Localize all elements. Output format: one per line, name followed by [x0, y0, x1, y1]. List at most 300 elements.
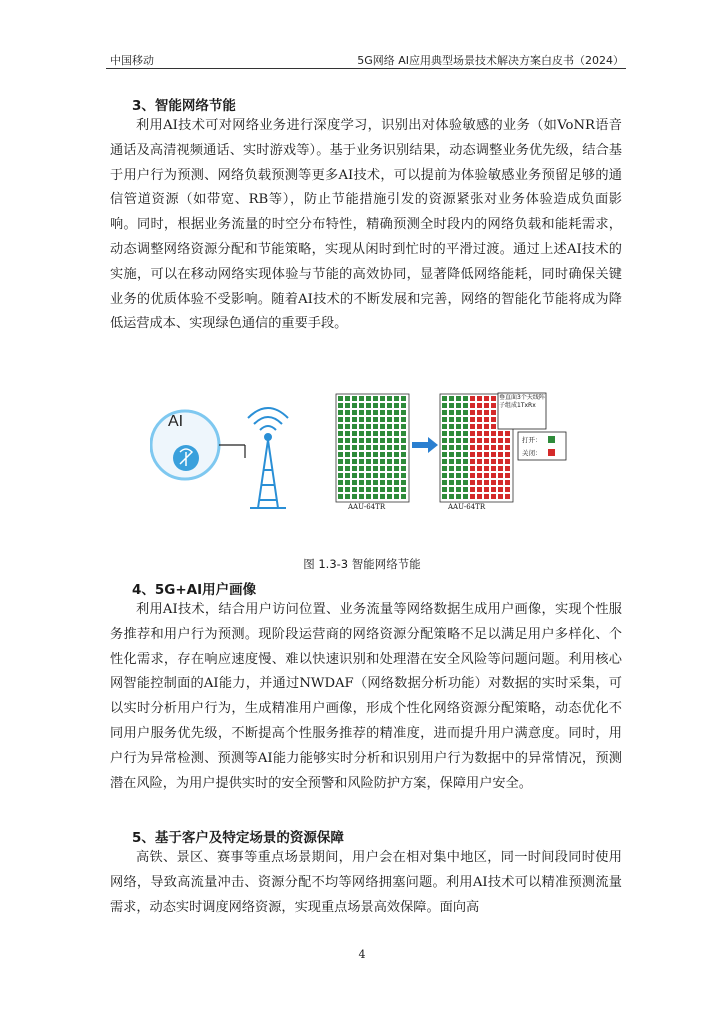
antenna-element — [456, 417, 461, 422]
antenna-element — [387, 487, 392, 492]
antenna-element — [463, 494, 468, 499]
antenna-element — [449, 487, 454, 492]
antenna-element — [352, 445, 357, 450]
antenna-element — [380, 452, 385, 457]
antenna-element — [463, 466, 468, 471]
antenna-element — [442, 452, 447, 457]
antenna-element — [359, 417, 364, 422]
antenna-element — [394, 410, 399, 415]
antenna-element — [442, 396, 447, 401]
antenna-element — [456, 445, 461, 450]
antenna-element — [359, 403, 364, 408]
antenna-element — [449, 438, 454, 443]
antenna-element — [442, 431, 447, 436]
antenna-element — [491, 431, 496, 436]
antenna-element — [470, 438, 475, 443]
antenna-element — [380, 487, 385, 492]
antenna-element — [491, 438, 496, 443]
antenna-element — [463, 445, 468, 450]
antenna-element — [491, 466, 496, 471]
antenna-element — [477, 480, 482, 485]
antenna-element — [338, 487, 343, 492]
section-heading-user-profile: 4、5G+AI用户画像 — [132, 582, 257, 598]
antenna-element — [394, 473, 399, 478]
antenna-element — [380, 396, 385, 401]
antenna-element — [387, 494, 392, 499]
antenna-element — [401, 396, 406, 401]
antenna-element — [338, 424, 343, 429]
antenna-element — [338, 473, 343, 478]
antenna-element — [498, 438, 503, 443]
antenna-element — [394, 459, 399, 464]
antenna-element — [345, 396, 350, 401]
antenna-element — [394, 396, 399, 401]
antenna-element — [470, 487, 475, 492]
antenna-element — [359, 424, 364, 429]
antenna-element — [401, 452, 406, 457]
antenna-element — [352, 487, 357, 492]
antenna-element — [477, 424, 482, 429]
header-left: 中国移动 — [110, 54, 154, 67]
antenna-element — [470, 417, 475, 422]
antenna-element — [380, 494, 385, 499]
antenna-element — [366, 494, 371, 499]
antenna-element — [442, 459, 447, 464]
antenna-element — [484, 417, 489, 422]
antenna-element — [484, 473, 489, 478]
antenna-element — [401, 480, 406, 485]
antenna-element — [373, 466, 378, 471]
antenna-element — [456, 403, 461, 408]
antenna-element — [373, 452, 378, 457]
antenna-element — [463, 487, 468, 492]
antenna-element — [498, 459, 503, 464]
antenna-element — [345, 438, 350, 443]
antenna-element — [442, 424, 447, 429]
figure-caption: 图 1.3-3 智能网络节能 — [303, 557, 421, 571]
antenna-element — [352, 452, 357, 457]
antenna-element — [380, 480, 385, 485]
antenna-element — [505, 431, 510, 436]
antenna-element — [491, 410, 496, 415]
antenna-element — [484, 480, 489, 485]
antenna-element — [498, 494, 503, 499]
antenna-element — [505, 473, 510, 478]
antenna-element — [491, 424, 496, 429]
antenna-element — [338, 417, 343, 422]
page-number: 4 — [358, 948, 366, 961]
antenna-element — [366, 403, 371, 408]
antenna-element — [366, 459, 371, 464]
antenna-element — [505, 480, 510, 485]
antenna-element — [449, 466, 454, 471]
antenna-element — [498, 445, 503, 450]
antenna-element — [366, 452, 371, 457]
antenna-element — [449, 410, 454, 415]
antenna-element — [394, 466, 399, 471]
antenna-element — [366, 445, 371, 450]
antenna-element — [449, 445, 454, 450]
antenna-element — [449, 473, 454, 478]
antenna-element — [338, 438, 343, 443]
antenna-element — [470, 494, 475, 499]
antenna-element — [491, 480, 496, 485]
antenna-element — [470, 445, 475, 450]
antenna-element — [470, 473, 475, 478]
antenna-element — [345, 424, 350, 429]
antenna-element — [463, 473, 468, 478]
antenna-element — [338, 403, 343, 408]
antenna-element — [477, 417, 482, 422]
antenna-element — [394, 417, 399, 422]
antenna-element — [449, 459, 454, 464]
antenna-element — [401, 487, 406, 492]
panel-left-label: AAU-64TR — [348, 503, 386, 511]
antenna-element — [505, 445, 510, 450]
antenna-element — [387, 403, 392, 408]
antenna-element — [498, 466, 503, 471]
antenna-element — [498, 431, 503, 436]
antenna-element — [387, 396, 392, 401]
antenna-element — [484, 459, 489, 464]
antenna-element — [470, 396, 475, 401]
antenna-element — [352, 417, 357, 422]
paragraph-energy-saving: 利用AI技术可对网络业务进行深度学习，识别出对体验敏感的业务（如VoNR语音通话及高清视频通话、实时游戏等）。基于业务识别结果，动态调整业务优先级，结合基于用户行为预测、网络负载预测等更多AI技术，可以提前为体验敏感业务预留足够的通信管道资源（如带宽、RB等），防止节能措施引发的资源紧张对业务体验造成负面影响。同时，根据业务流量的时空分布特性，精确预测全时段内的网络负载和能耗需求，动态调整网络资源分配和节能策略，实现从闲时到忙时的平滑过渡。通过上述AI技术的实施，可以在移动网络实现体验与节能的高效协同，显著降低网络能耗，同时确保关键业务的优质体验不受影响。随着AI技术的不断发展和完善，网络的智能化节能将成为降低运营成本、实现绿色通信的重要手段。 — [110, 118, 622, 332]
antenna-element — [352, 403, 357, 408]
antenna-element — [505, 487, 510, 492]
antenna-element — [366, 410, 371, 415]
antenna-element — [484, 452, 489, 457]
antenna-element — [359, 459, 364, 464]
antenna-element — [477, 487, 482, 492]
antenna-element — [491, 396, 496, 401]
antenna-element — [456, 431, 461, 436]
antenna-element — [352, 431, 357, 436]
antenna-element — [470, 403, 475, 408]
legend-on-swatch — [548, 436, 555, 443]
antenna-element — [470, 480, 475, 485]
antenna-element — [449, 431, 454, 436]
antenna-element — [387, 417, 392, 422]
ai-label: AI — [168, 413, 184, 430]
antenna-element — [401, 459, 406, 464]
antenna-element — [359, 466, 364, 471]
antenna-element — [359, 396, 364, 401]
antenna-element — [394, 487, 399, 492]
antenna-element — [484, 466, 489, 471]
antenna-element — [352, 494, 357, 499]
antenna-element — [345, 403, 350, 408]
antenna-element — [401, 438, 406, 443]
tower-icon — [248, 408, 288, 508]
legend-off-label: 关闭： — [522, 449, 542, 457]
antenna-element — [477, 403, 482, 408]
antenna-element — [401, 445, 406, 450]
paragraph-resource-guarantee: 高铁、景区、赛事等重点场景期间，用户会在相对集中地区，同一时间段同时使用网络，导致高流量冲击、资源分配不均等网络拥塞问题。利用AI技术可以精准预测流量需求，动态实时调度网络资源，实现重点场景高效保障。面向高 — [110, 850, 622, 915]
antenna-element — [373, 396, 378, 401]
antenna-element — [380, 438, 385, 443]
antenna-element — [477, 466, 482, 471]
antenna-element — [491, 459, 496, 464]
antenna-element — [387, 431, 392, 436]
antenna-element — [463, 480, 468, 485]
annotation-text: 垂直面3个天线阵子组成1TxRx — [499, 394, 545, 409]
antenna-element — [345, 445, 350, 450]
antenna-element — [505, 438, 510, 443]
antenna-element — [442, 480, 447, 485]
antenna-element — [470, 452, 475, 457]
antenna-element — [449, 403, 454, 408]
antenna-element — [505, 452, 510, 457]
antenna-element — [394, 480, 399, 485]
antenna-element — [394, 438, 399, 443]
antenna-element — [491, 487, 496, 492]
antenna-element — [491, 494, 496, 499]
antenna-element — [401, 473, 406, 478]
antenna-element — [463, 424, 468, 429]
antenna-element — [463, 403, 468, 408]
antenna-element — [477, 473, 482, 478]
antenna-element — [477, 445, 482, 450]
antenna-element — [484, 403, 489, 408]
antenna-element — [442, 410, 447, 415]
antenna-element — [387, 473, 392, 478]
antenna-element — [449, 480, 454, 485]
antenna-element — [394, 403, 399, 408]
antenna-element — [394, 452, 399, 457]
antenna-element — [456, 487, 461, 492]
antenna-element — [359, 473, 364, 478]
antenna-element — [352, 438, 357, 443]
antenna-element — [394, 424, 399, 429]
antenna-element — [484, 445, 489, 450]
antenna-element — [477, 438, 482, 443]
antenna-element — [401, 424, 406, 429]
antenna-element — [463, 417, 468, 422]
header-rule — [106, 68, 626, 69]
antenna-element — [380, 410, 385, 415]
antenna-element — [352, 396, 357, 401]
antenna-element — [380, 424, 385, 429]
antenna-element — [338, 452, 343, 457]
antenna-element — [449, 494, 454, 499]
antenna-element — [456, 410, 461, 415]
antenna-element — [477, 459, 482, 464]
antenna-element — [387, 459, 392, 464]
antenna-element — [456, 473, 461, 478]
antenna-element — [380, 431, 385, 436]
antenna-element — [345, 410, 350, 415]
antenna-element — [401, 417, 406, 422]
antenna-element — [338, 480, 343, 485]
antenna-element — [373, 438, 378, 443]
antenna-element — [484, 410, 489, 415]
antenna-element — [366, 466, 371, 471]
panel-right-label: AAU-64TR — [448, 503, 486, 511]
antenna-element — [373, 487, 378, 492]
antenna-element — [442, 403, 447, 408]
antenna-element — [373, 445, 378, 450]
antenna-element — [484, 431, 489, 436]
antenna-element — [401, 410, 406, 415]
antenna-element — [373, 494, 378, 499]
antenna-element — [352, 466, 357, 471]
antenna-element — [366, 473, 371, 478]
antenna-element — [380, 417, 385, 422]
antenna-element — [338, 396, 343, 401]
antenna-element — [456, 396, 461, 401]
antenna-element — [366, 417, 371, 422]
antenna-element — [345, 480, 350, 485]
antenna-element — [373, 480, 378, 485]
antenna-element — [366, 480, 371, 485]
antenna-element — [463, 410, 468, 415]
header-right: 5G网络 AI应用典型场景技术解决方案白皮书（2024） — [357, 54, 624, 67]
antenna-element — [380, 403, 385, 408]
antenna-element — [338, 431, 343, 436]
antenna-element — [387, 410, 392, 415]
antenna-element — [456, 424, 461, 429]
antenna-element — [345, 487, 350, 492]
antenna-element — [477, 452, 482, 457]
antenna-element — [484, 487, 489, 492]
antenna-element — [387, 452, 392, 457]
antenna-element — [449, 417, 454, 422]
legend-on-label: 打开： — [522, 436, 542, 444]
antenna-element — [380, 473, 385, 478]
legend-off-swatch — [548, 449, 555, 456]
antenna-element — [394, 445, 399, 450]
antenna-element — [373, 410, 378, 415]
antenna-element — [442, 466, 447, 471]
antenna-panel-left — [336, 394, 409, 502]
antenna-element — [387, 438, 392, 443]
antenna-element — [456, 466, 461, 471]
antenna-element — [394, 494, 399, 499]
antenna-element — [463, 396, 468, 401]
antenna-element — [359, 452, 364, 457]
antenna-element — [373, 473, 378, 478]
antenna-element — [345, 459, 350, 464]
antenna-element — [449, 424, 454, 429]
antenna-element — [394, 431, 399, 436]
antenna-element — [470, 424, 475, 429]
antenna-element — [359, 487, 364, 492]
antenna-element — [456, 494, 461, 499]
antenna-element — [442, 438, 447, 443]
antenna-element — [456, 438, 461, 443]
antenna-element — [345, 452, 350, 457]
antenna-element — [359, 445, 364, 450]
antenna-element — [366, 487, 371, 492]
antenna-element — [352, 480, 357, 485]
antenna-element — [477, 410, 482, 415]
antenna-element — [401, 494, 406, 499]
antenna-element — [387, 445, 392, 450]
antenna-element — [505, 466, 510, 471]
antenna-element — [456, 480, 461, 485]
antenna-element — [505, 459, 510, 464]
antenna-element — [387, 466, 392, 471]
antenna-element — [442, 487, 447, 492]
antenna-element — [401, 403, 406, 408]
antenna-element — [505, 494, 510, 499]
antenna-element — [373, 403, 378, 408]
antenna-element — [463, 459, 468, 464]
antenna-element — [484, 396, 489, 401]
antenna-element — [484, 438, 489, 443]
antenna-element — [345, 466, 350, 471]
antenna-element — [463, 452, 468, 457]
antenna-element — [352, 410, 357, 415]
antenna-element — [456, 459, 461, 464]
antenna-element — [484, 424, 489, 429]
antenna-element — [463, 438, 468, 443]
antenna-element — [373, 459, 378, 464]
antenna-element — [477, 431, 482, 436]
antenna-element — [477, 396, 482, 401]
antenna-element — [366, 438, 371, 443]
figure-energy-saving — [150, 390, 580, 520]
antenna-element — [359, 431, 364, 436]
antenna-element — [491, 417, 496, 422]
antenna-element — [380, 466, 385, 471]
antenna-element — [359, 410, 364, 415]
antenna-element — [366, 396, 371, 401]
antenna-element — [352, 459, 357, 464]
antenna-element — [498, 452, 503, 457]
antenna-element — [373, 424, 378, 429]
antenna-element — [373, 431, 378, 436]
antenna-element — [401, 431, 406, 436]
antenna-element — [387, 424, 392, 429]
antenna-element — [491, 473, 496, 478]
antenna-element — [449, 452, 454, 457]
section-heading-resource-guarantee: 5、基于客户及特定场景的资源保障 — [132, 830, 344, 846]
antenna-element — [338, 459, 343, 464]
antenna-element — [366, 431, 371, 436]
antenna-element — [338, 445, 343, 450]
antenna-element — [442, 473, 447, 478]
antenna-element — [463, 431, 468, 436]
antenna-element — [359, 480, 364, 485]
antenna-element — [491, 403, 496, 408]
antenna-element — [442, 445, 447, 450]
antenna-element — [470, 410, 475, 415]
antenna-element — [498, 473, 503, 478]
antenna-element — [477, 494, 482, 499]
antenna-element — [442, 494, 447, 499]
arrow-icon — [412, 437, 438, 453]
antenna-element — [498, 480, 503, 485]
antenna-element — [352, 424, 357, 429]
antenna-element — [380, 459, 385, 464]
antenna-element — [470, 431, 475, 436]
antenna-element — [470, 466, 475, 471]
paragraph-user-profile: 利用AI技术，结合用户访问位置、业务流量等网络数据生成用户画像，实现个性服务推荐和用户行为预测。现阶段运营商的网络资源分配策略不足以满足用户多样化、个性化需求，存在响应速度慢、难以快速识别和处理潜在安全风险等问题问题。利用核心网智能控制面的AI能力，并通过NWDAF（网络数据分析功能）对数据的实时采集，可以实时分析用户行为，生成精准用户画像，形成个性化网络资源分配策略，动态优化不同用户服务优先级，不断提高个性服务推荐的精准度，进而提升用户满意度。同时，用户行为异常检测、预测等AI能力能够实时分析和识别用户行为数据中的异常情况，预测潜在风险，为用户提供实时的安全预警和风险防护方案，保障用户安全。 — [110, 602, 622, 791]
section-heading-energy-saving: 3、智能网络节能 — [132, 98, 236, 114]
antenna-element — [380, 445, 385, 450]
antenna-element — [401, 466, 406, 471]
antenna-element — [359, 438, 364, 443]
antenna-element — [345, 494, 350, 499]
antenna-element — [345, 417, 350, 422]
antenna-element — [345, 431, 350, 436]
antenna-element — [387, 480, 392, 485]
antenna-element — [491, 452, 496, 457]
brain-icon — [173, 445, 199, 471]
antenna-element — [491, 445, 496, 450]
